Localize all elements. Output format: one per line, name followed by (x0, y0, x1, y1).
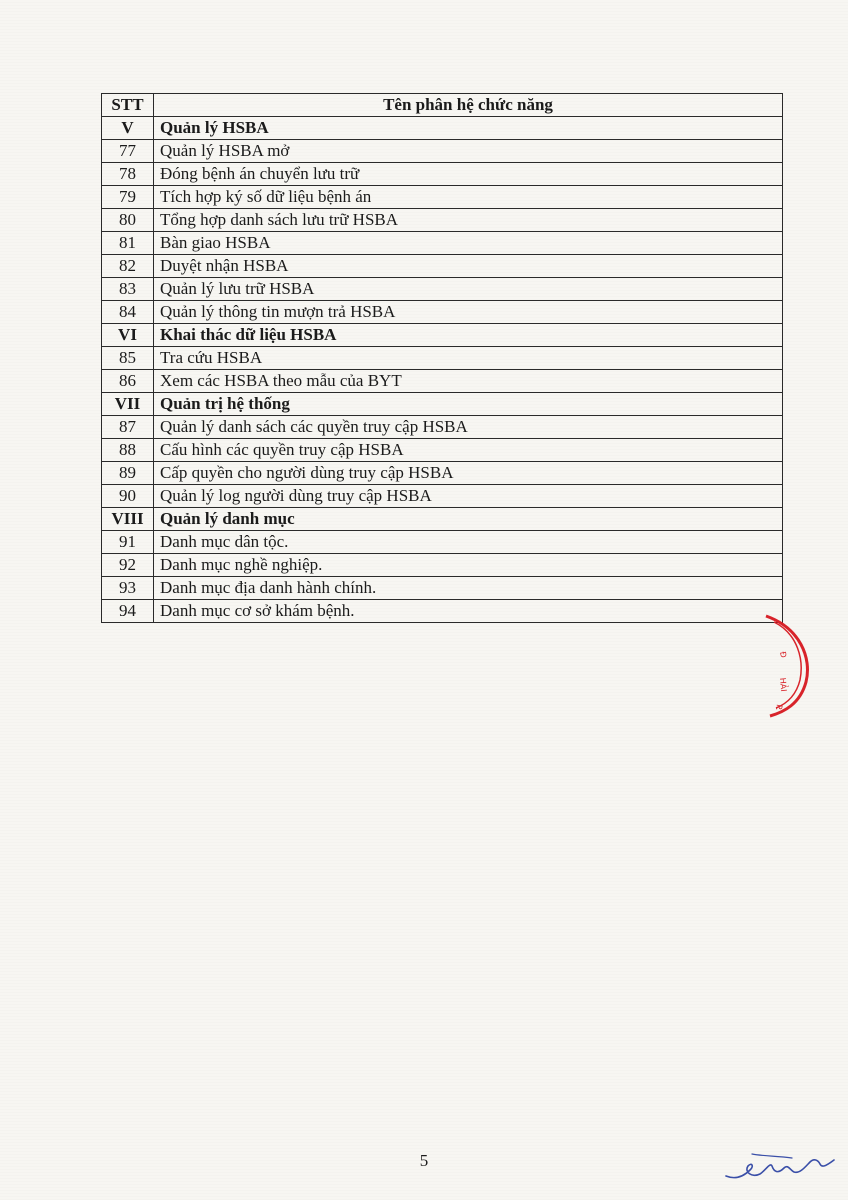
table-header-row (102, 94, 783, 117)
table-row (102, 439, 783, 462)
row-stt: 90 (102, 485, 154, 508)
svg-text:P.: P. (773, 703, 784, 712)
row-module-name: Quản lý log người dùng truy cập HSBA (154, 485, 783, 508)
row-stt: 91 (102, 531, 154, 554)
row-module-name: Danh mục nghề nghiệp. (154, 554, 783, 577)
row-stt: VI (102, 324, 154, 347)
row-stt: 79 (102, 186, 154, 209)
row-stt: 89 (102, 462, 154, 485)
table-row (102, 370, 783, 393)
row-module-name: Quản lý HSBA (154, 117, 783, 140)
row-module-name: Danh mục dân tộc. (154, 531, 783, 554)
row-module-name: Tra cứu HSBA (154, 347, 783, 370)
row-module-name: Xem các HSBA theo mẫu của BYT (154, 370, 783, 393)
row-stt: 80 (102, 209, 154, 232)
row-module-name: Khai thác dữ liệu HSBA (154, 324, 783, 347)
table-row (102, 209, 783, 232)
row-module-name: Bàn giao HSBA (154, 232, 783, 255)
row-module-name: Quản lý lưu trữ HSBA (154, 278, 783, 301)
row-stt: VII (102, 393, 154, 416)
table-row (102, 600, 783, 623)
table-row (102, 485, 783, 508)
row-stt: VIII (102, 508, 154, 531)
row-stt: 85 (102, 347, 154, 370)
row-stt: 82 (102, 255, 154, 278)
row-module-name: Đóng bệnh án chuyển lưu trữ (154, 163, 783, 186)
row-stt: 86 (102, 370, 154, 393)
section-row (102, 324, 783, 347)
row-stt: 87 (102, 416, 154, 439)
row-module-name: Quản lý HSBA mở (154, 140, 783, 163)
header-stt: STT (102, 94, 154, 117)
row-stt: 81 (102, 232, 154, 255)
header-module-name: Tên phân hệ chức năng (154, 94, 783, 117)
row-module-name: Danh mục địa danh hành chính. (154, 577, 783, 600)
table-body (102, 117, 783, 623)
table-row (102, 140, 783, 163)
table-row (102, 416, 783, 439)
row-stt: 77 (102, 140, 154, 163)
row-stt: 93 (102, 577, 154, 600)
handwritten-signature (722, 1146, 837, 1186)
table-row (102, 232, 783, 255)
section-row (102, 508, 783, 531)
page-number: 5 (419, 1151, 429, 1170)
row-stt: 88 (102, 439, 154, 462)
row-stt: 83 (102, 278, 154, 301)
row-stt: V (102, 117, 154, 140)
red-seal-stamp (760, 608, 820, 720)
svg-text:HẢI: HẢI (778, 677, 789, 692)
row-module-name: Quản trị hệ thống (154, 393, 783, 416)
row-module-name: Tích hợp ký số dữ liệu bệnh án (154, 186, 783, 209)
section-row (102, 117, 783, 140)
table-row (102, 163, 783, 186)
row-module-name: Cấp quyền cho người dùng truy cập HSBA (154, 462, 783, 485)
row-module-name: Quản lý danh sách các quyền truy cập HSBA (154, 416, 783, 439)
table-row (102, 554, 783, 577)
row-module-name: Cấu hình các quyền truy cập HSBA (154, 439, 783, 462)
table-row (102, 186, 783, 209)
row-stt: 78 (102, 163, 154, 186)
table-row (102, 531, 783, 554)
section-row (102, 393, 783, 416)
function-module-table (101, 93, 783, 623)
table-row (102, 347, 783, 370)
row-module-name: Quản lý thông tin mượn trả HSBA (154, 301, 783, 324)
row-stt: 92 (102, 554, 154, 577)
table-row (102, 301, 783, 324)
table-row (102, 278, 783, 301)
row-stt: 94 (102, 600, 154, 623)
row-module-name: Quản lý danh mục (154, 508, 783, 531)
row-module-name: Tổng hợp danh sách lưu trữ HSBA (154, 209, 783, 232)
svg-text:Đ: Đ (778, 650, 788, 659)
table-row (102, 255, 783, 278)
table-row (102, 462, 783, 485)
row-module-name: Duyệt nhận HSBA (154, 255, 783, 278)
row-module-name: Danh mục cơ sở khám bệnh. (154, 600, 783, 623)
table-row (102, 577, 783, 600)
row-stt: 84 (102, 301, 154, 324)
